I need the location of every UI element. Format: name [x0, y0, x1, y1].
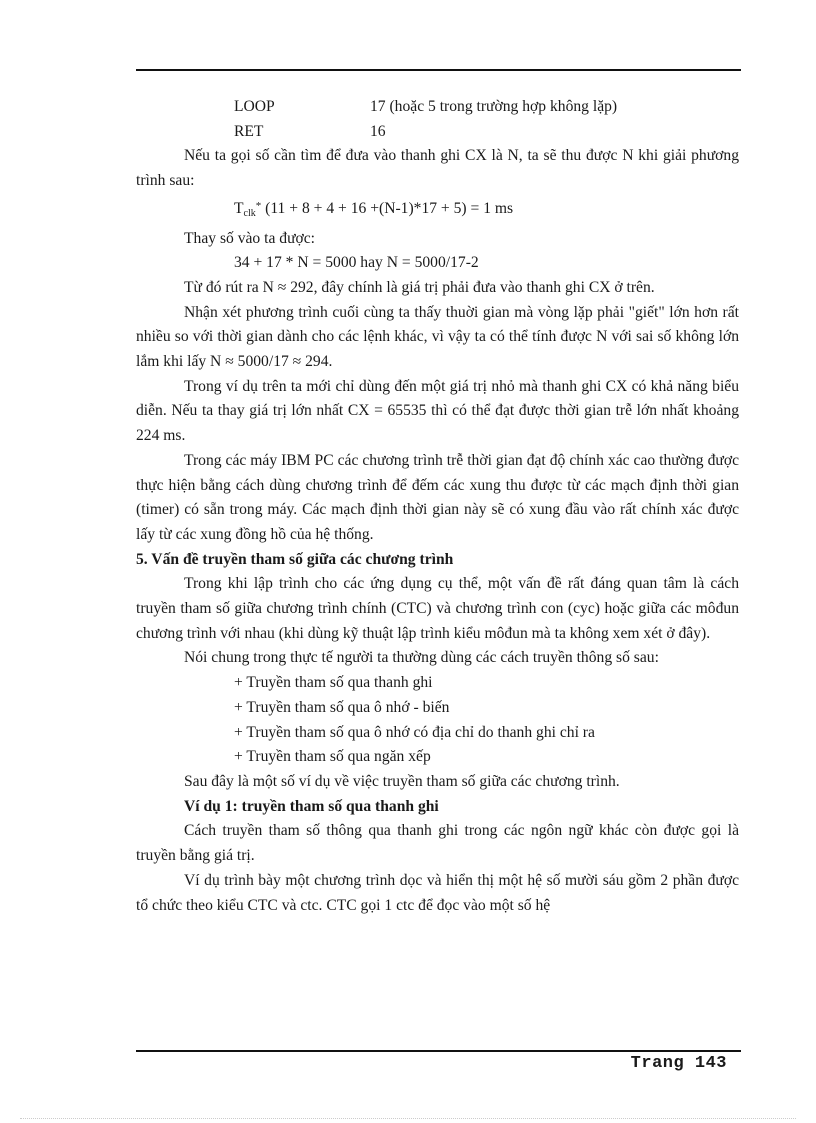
- paragraph: Thay số vào ta được:: [184, 229, 316, 247]
- page-number: Trang 143: [630, 1054, 727, 1073]
- paragraph: Nhận xét phương trình cuối cùng ta thấy thuời gian mà vòng lặp phải "giết" lớn hơn rất nhiều so với thời gian dành cho các lệnh khác, vì vậy ta có thể tính được N với sai số không lớn lắm khi lấy N ≈ 5000/17 ≈ 294.: [136, 303, 739, 371]
- equation-2: 34 + 17 * N = 5000 hay N = 5000/17-2: [234, 254, 479, 272]
- code-line-ret: [136, 120, 739, 145]
- code-instruction: LOOP: [234, 98, 275, 115]
- code-cycles: 17 (hoặc 5 trong trường hợp không lặp): [370, 98, 618, 115]
- paragraph: Trong khi lập trình cho các ứng dụng cụ thể, một vấn đề rất đáng quan tâm là cách truyền tham số giữa chương trình chính (CTC) và chương trình con (cyc) hoặc giữa các môđun chương trình với nhau (khi dùng kỹ thuật lập trình kiểu môđun mà ta không xem xét ở đây).: [136, 575, 739, 642]
- paragraph: Nếu ta gọi số cần tìm để đưa vào thanh ghi CX là N, ta sẽ thu được N khi giải phương trình sau:: [136, 147, 739, 190]
- equation-superscript: *: [255, 199, 262, 212]
- paragraph: Trong ví dụ trên ta mới chỉ dùng đến một giá trị nhỏ mà thanh ghi CX có khả năng biểu diễn. Nếu ta thay giá trị lớn nhất CX = 65535 thì có thể đạt được thời gian trễ lớn nhất khoảng 224 ms.: [136, 377, 739, 445]
- paragraph: Từ đó rút ra N ≈ 292, đây chính là giá trị phải đưa vào thanh ghi CX ở trên.: [184, 278, 655, 296]
- list-item: + Truyền tham số qua ngăn xếp: [234, 748, 431, 766]
- paragraph: Sau đây là một số ví dụ về việc truyền tham số giữa các chương trình.: [184, 772, 620, 790]
- paragraph: Cách truyền tham số thông qua thanh ghi trong các ngôn ngữ khác còn được gọi là truyền bằng giá trị.: [136, 822, 739, 865]
- list-item: + Truyền tham số qua ô nhớ có địa chỉ do thanh ghi chỉ ra: [234, 723, 595, 741]
- paragraph: Ví dụ trình bày một chương trình dọc và hiển thị một hệ số mười sáu gồm 2 phần được tổ chức theo kiểu CTC và ctc. CTC gọi 1 ctc để đọc vào một số hệ: [136, 871, 739, 914]
- equation-body: (11 + 8 + 4 + 16 +(N-1)*17 + 5) = 1 ms: [261, 199, 514, 217]
- code-line-loop: [136, 95, 739, 120]
- equation-subscript: clk: [243, 207, 256, 219]
- example-heading: Ví dụ 1: truyền tham số qua thanh ghi: [184, 797, 439, 815]
- equation-1: [136, 194, 739, 227]
- code-cycles: 16: [370, 122, 386, 140]
- code-instruction: RET: [234, 122, 264, 140]
- paragraph: Trong các máy IBM PC các chương trình trễ thời gian đạt độ chính xác cao thường được thực hiện bằng cách dùng chương trình để đếm các xung thu được từ các mạch định thời gian (timer) có sẵn trong máy. Các mạch định thời gian này sẽ có xung đầu vào rất chính xác được lấy từ các xung đồng hồ của hệ thống.: [136, 451, 739, 543]
- header-rule: [136, 69, 741, 71]
- footer-rule: [136, 1050, 741, 1052]
- list-item: + Truyền tham số qua thanh ghi: [234, 674, 433, 692]
- page-edge-divider: [20, 1118, 796, 1119]
- paragraph: Nói chung trong thực tế người ta thường dùng các cách truyền thông số sau:: [184, 649, 659, 667]
- section-heading: 5. Vấn đề truyền tham số giữa các chương trình: [136, 550, 454, 568]
- list-item: + Truyền tham số qua ô nhớ - biến: [234, 698, 450, 716]
- page-body: [136, 95, 739, 918]
- equation-symbol: T: [234, 199, 244, 217]
